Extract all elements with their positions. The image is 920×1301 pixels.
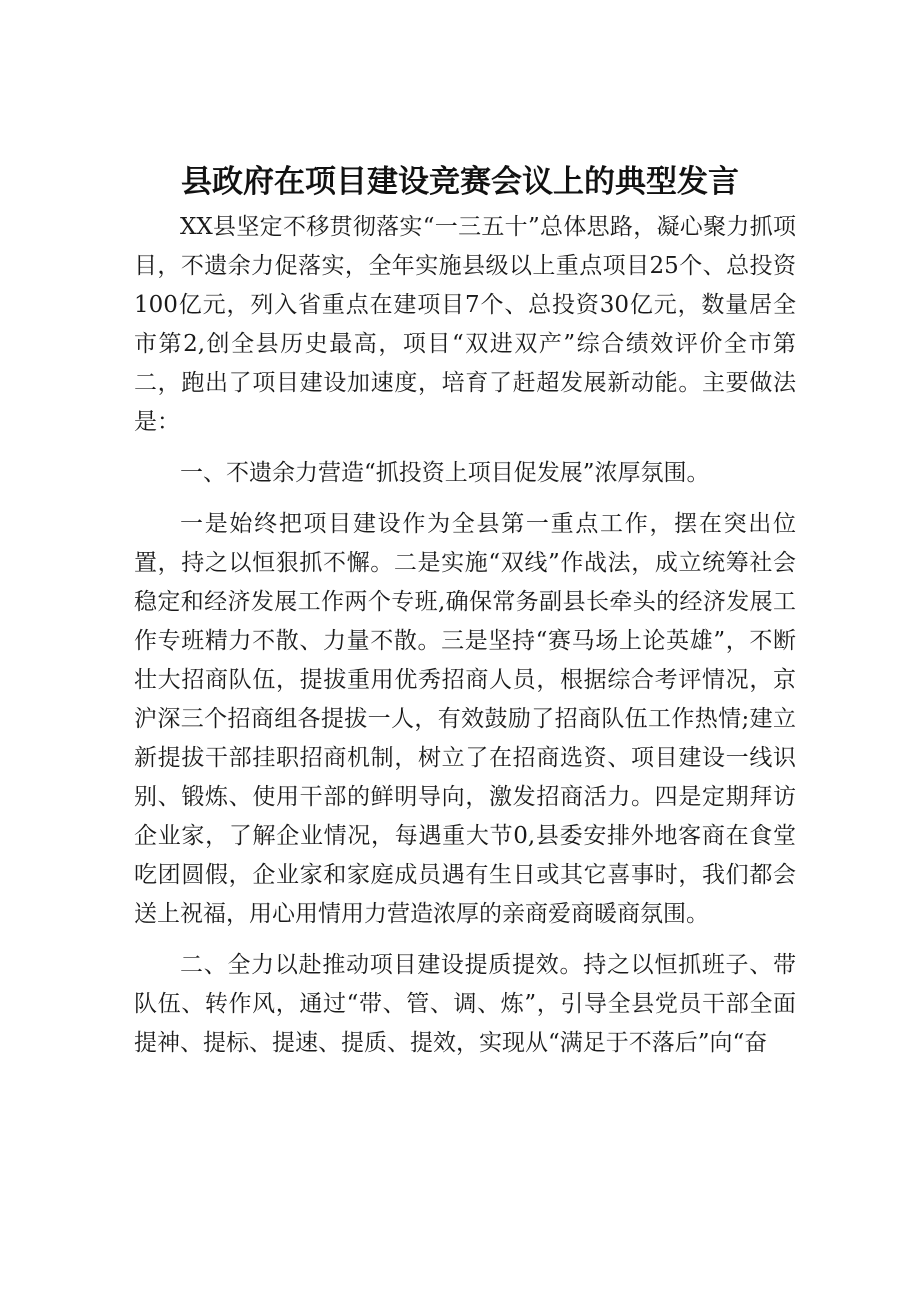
document-body [134,208,796,1063]
document-title: 县政府在项目建设竞赛会议上的典型发言 [181,164,739,200]
section-heading-1: 一、不遗余力营造“抓投资上项目促发展”浓厚氛围。 [180,460,710,486]
section-heading-2-paragraph: 二、全力以赴推动项目建设提质提效。持之以恒抓班子、带队伍、转作风，通过“带、管、调、炼”，引导全县党员干部全面提神、提标、提速、提质、提效，实现从“满足于不落后”向“奋 [134,952,796,1056]
intro-paragraph: XX县坚定不移贯彻落实“一三五十”总体思路，凝心聚力抓项目，不遗余力促落实，全年实施县级以上重点项目25个、总投资100亿元，列入省重点在建项目7个、总投资30亿元，数量居全市第2,创全县历史最高，项目“双进双产”综合绩效评价全市第二，跑出了项目建设加速度，培育了赶超发展新动能。主要做法是： [134,214,796,435]
section-1-paragraph: 一是始终把项目建设作为全县第一重点工作，摆在突出位置，持之以恒狠抓不懈。二是实施“双线”作战法，成立统筹社会稳定和经济发展工作两个专班,确保常务副县长牵头的经济发展工作专班精力不散、力量不散。三是坚持“赛马场上论英雄”，不断壮大招商队伍，提拔重用优秀招商人员，根据综合考评情况，京沪深三个招商组各提拔一人，有效鼓励了招商队伍工作热情;建立新提拔干部挂职招商机制，树立了在招商选资、项目建设一线识别、锻炼、使用干部的鲜明导向，激发招商活力。四是定期拜访企业家，了解企业情况，每遇重大节0,县委安排外地客商在食堂吃团圆假，企业家和家庭成员遇有生日或其它喜事时，我们都会送上祝福，用心用情用力营造浓厚的亲商爱商暖商氛围。 [134,511,796,927]
